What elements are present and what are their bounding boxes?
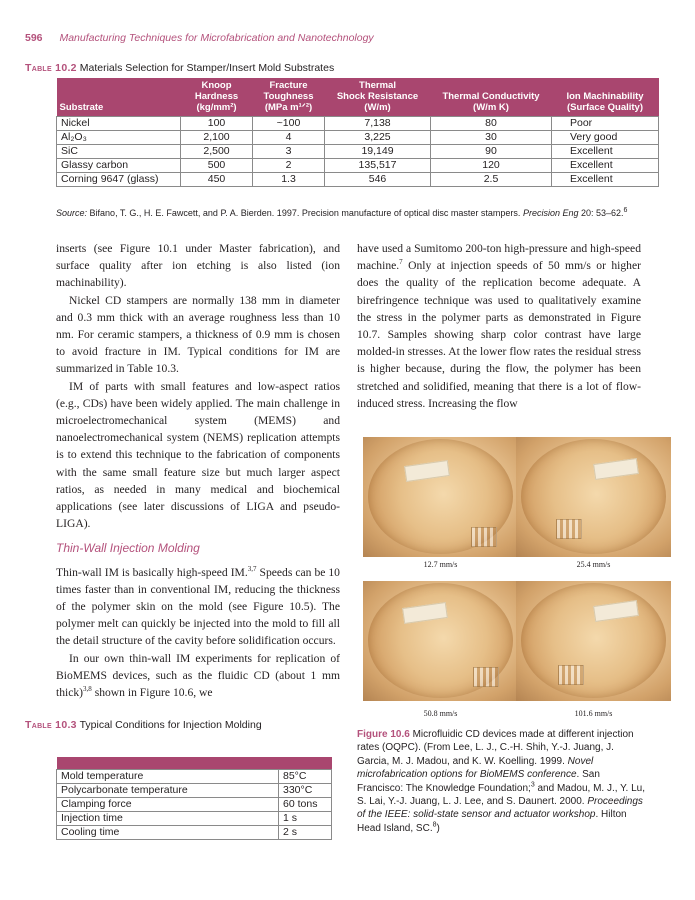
cell: 3,225 [325,131,431,145]
source-journal: Precision Eng [522,208,579,218]
running-header [25,32,374,44]
paragraph: inserts (see Figure 10.1 under Master fabrication), and surface quality after ion etching is also listed (ion machinability). [56,242,340,290]
cell: Glassy carbon [57,159,181,173]
table-row [57,798,332,812]
cell: 450 [181,173,253,187]
cd-photo-50-8 [363,581,518,701]
source-label: Source: [56,208,88,218]
cell: 120 [431,159,552,173]
cell: 85°C [279,770,332,784]
paragraph: In our own thin-wall IM experiments for replication of BioMEMS devices, such as the fluidic CD (about 1 mm thick)$^{3,8}$ shown in Figure 10.6, we [56,651,340,700]
table-row [57,131,659,145]
paragraph: Thin-wall IM is basically high-speed IM.$^{3,7}$ Speeds can be 10 times faster than in conventional IM, reducing the thickness of the polymer skin on the mold (see Figure 10.5). The polymer melt can quickly be injected into the mold to fill all the detail structure of the cavity before solidification occurs. [56,564,340,648]
source-ref: 6 [623,207,628,214]
cell: 330°C [279,784,332,798]
citation: 8 [432,821,437,829]
table-row [57,812,332,826]
table-10-3-caption [25,719,262,731]
source-text: Bifano, T. G., H. E. Fawcett, and P. A. Bierden. 1997. Precision manufacture of optical disc master stampers. [89,208,521,218]
cell: 3 [253,145,325,159]
cd-photo-12-7 [363,437,518,557]
figure-label: Figure 10.6 [357,729,410,740]
cell: 2,100 [181,131,253,145]
cell: Very good [552,131,659,145]
table-header-bar [57,757,332,770]
injection-conditions-table [56,757,332,840]
table-title: Materials Selection for Stamper/Insert Mold Substrates [79,62,335,74]
cell: Al₂O₃ [57,131,181,145]
table-row [57,784,332,798]
cell: 1 s [279,812,332,826]
table-row [57,159,659,173]
cell: Corning 9647 (glass) [57,173,181,187]
cell: Excellent [552,145,659,159]
table-label: Table 10.2 [25,62,77,74]
cell: 2 [253,159,325,173]
col-header-conductivity: Thermal Conductivity (W/m K) [431,78,552,117]
table-label: Table 10.3 [25,719,77,731]
citation: 3,7 [247,564,257,573]
photo-label: 50.8 mm/s [423,709,458,718]
cell: SiC [57,145,181,159]
cd-photo-101-6 [516,581,671,701]
table-row [57,145,659,159]
source-tail: 20: 53–62. [580,208,624,218]
table-row [57,826,332,840]
paragraph: have used a Sumitomo 200-ton high-pressure and high-speed machine.$^7$ Only at injection speeds of 50 mm/s or higher does the quality of the replication become adequate. A birefringence technique was used to qualitatively examine the stress in the polymer parts as demonstrated in Figure 10.7. Samples showing sharp color contrast have large molded-in stresses. At the lower flow rates the residual stress is higher because, during the flow, the polymer has been stretched and solidified, meaning that there is a lot of flow-induced stress. Increasing the flow [357,242,641,410]
cell: 135,517 [325,159,431,173]
cell: 2,500 [181,145,253,159]
cell: Polycarbonate temperature [57,784,279,798]
cell: 7,138 [325,117,431,131]
cell: Poor [552,117,659,131]
citation: 7 [399,258,403,267]
cell: Excellent [552,173,659,187]
cell: 546 [325,173,431,187]
paragraph: Nickel CD stampers are normally 138 mm in diameter and 0.3 mm thick with an average roughness less than 10 nm. For ceramic stampers, a thickness of 0.9 mm is chosen to avoid fracture in IM. Typical conditions for IM are summarized in Table 10.3. [56,293,340,376]
photo-label: 12.7 mm/s [423,560,458,569]
cell: 30 [431,131,552,145]
section-heading: Thin-Wall Injection Molding [56,541,200,556]
cell: 2 s [279,826,332,840]
cell: Clamping force [57,798,279,812]
photo-label: 25.4 mm/s [576,560,611,569]
cell: 80 [431,117,552,131]
page-number: 596 [25,32,43,44]
cell: 4 [253,131,325,145]
figure-caption: Figure 10.6 Microfluidic CD devices made at different injection rates (OQPC). (From Lee, L. J., C.-H. Shih, Y.-J. Juang, J. Garcia, M. J. Madou, and K. W. Koelling. 1999. Novel microfabrication options for BioMEMS conference. San Francisco: The Knowledge Foundation;$^3$ and Madou, M. J., Y. Lu, S. Lai, Y.-J. Juang, L. J. Lee, and S. Daunert. 2000. Proceedings of the IEEE: solid-state sensor and actuator workshop. Hilton Head Island, SC.$^8$) [357,729,645,834]
col-header-shock-resistance: Thermal Shock Resistance (W/m) [325,78,431,117]
running-title: Manufacturing Techniques for Microfabrication and Nanotechnology [59,32,374,44]
cell: 500 [181,159,253,173]
table-source-note [56,207,666,219]
cell: Cooling time [57,826,279,840]
cell: Injection time [57,812,279,826]
cell: 1.3 [253,173,325,187]
table-row [57,117,659,131]
col-header-substrate: Substrate [57,78,181,117]
col-header-machinability: Ion Machinability (Surface Quality) [552,78,659,117]
citation: 3 [530,781,535,789]
table-10-2-caption [25,62,334,74]
cell: 90 [431,145,552,159]
right-text-column [357,240,641,412]
photo-label: 101.6 mm/s [574,709,613,718]
cell: Mold temperature [57,770,279,784]
table-row [57,173,659,187]
left-text-column [56,240,340,701]
table-header-row [57,78,659,117]
table-row [57,770,332,784]
materials-table [56,78,659,187]
cell: Nickel [57,117,181,131]
cell: ~100 [253,117,325,131]
cell: 60 tons [279,798,332,812]
paragraph: IM of parts with small features and low-aspect ratios (e.g., CDs) have been widely applied. The main challenge in microelectromechanical system (MEMS) and nanoelectromechanical system (NEMS) replication attempts is to extend this technique to the fabrication of components with the same small feature size but much larger aspect ratios, as needed in many medical and biochemical applications (see later discussions of LIGA and pseudo-LIGA). [56,379,340,531]
col-header-hardness: Knoop Hardness (kg/mm²) [181,78,253,117]
table-title: Typical Conditions for Injection Molding [79,719,262,731]
cell: 100 [181,117,253,131]
cell: Excellent [552,159,659,173]
citation: 3,8 [83,685,92,694]
col-header-toughness: Fracture Toughness (MPa m¹ᐟ²) [253,78,325,117]
cd-photo-25-4 [516,437,671,557]
cell: 19,149 [325,145,431,159]
cell: 2.5 [431,173,552,187]
